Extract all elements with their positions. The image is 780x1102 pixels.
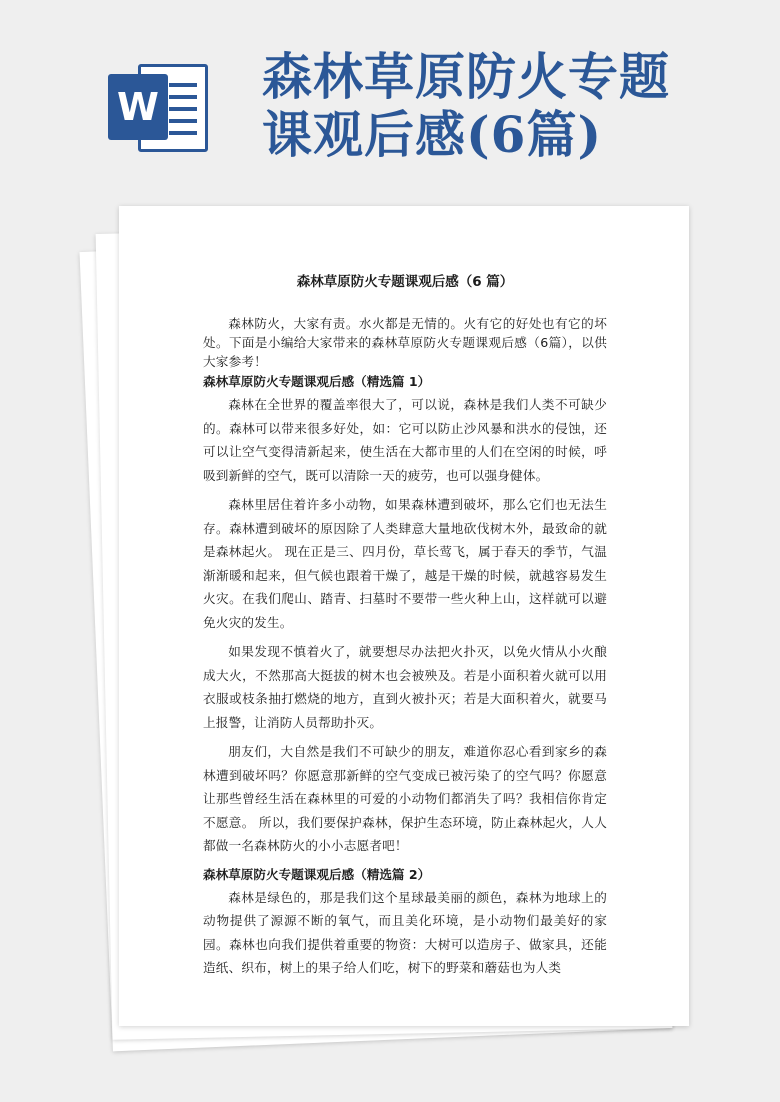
document-page	[119, 206, 689, 1026]
section1-paragraph-1: 森林在全世界的覆盖率很大了，可以说，森林是我们人类不可缺少的。森林可以带来很多好处，如：它可以防止沙风暴和洪水的侵蚀，还可以让空气变得清新起来，使生活在大都市里的人们在空闲的时候，呼吸到新鲜的空气，既可以清除一天的疲劳，也可以强身健体。	[203, 397, 607, 483]
document-title: 森林草原防火专题课观后感（6 篇）	[296, 274, 514, 290]
banner-title-line-2: 课观后感(6篇)	[262, 105, 603, 164]
section1-paragraph-2: 森林里居住着许多小动物，如果森林遭到破坏，那么它们也无法生存。森林遭到破坏的原因除了人类肆意大量地砍伐树木外，最致命的就是森林起火。 现在正是三、四月份，草长莺飞，属于春天的季节，气温渐渐暖和起来，但气候也跟着干燥了，越是干燥的时候，就越容易发生火灾。在我们爬山、踏青、扫墓时不要带一些火种上山，这样就可以避免火灾的发生。	[203, 497, 607, 630]
section1-paragraph-4: 朋友们，大自然是我们不可缺少的朋友，难道你忍心看到家乡的森林遭到破坏吗？你愿意那新鲜的空气变成已被污染了的空气吗？你愿意让那些曾经生活在森林里的可爱的小动物们都消失了吗？我相信你肯定不愿意。 所以，我们要保护森林，保护生态环境，防止森林起火，人人都做一名森林防火的小小志愿者吧！	[203, 744, 607, 853]
intro-paragraph: 森林防火，大家有责。水火都是无情的。火有它的好处也有它的坏处。下面是小编给大家带来的森林草原防火专题课观后感（6篇），以供大家参考！	[203, 316, 607, 369]
section-heading-1: 森林草原防火专题课观后感（精选篇 1）	[203, 374, 431, 389]
word-logo-icon	[108, 60, 212, 156]
banner-title	[262, 48, 670, 164]
banner-title-line-1: 森林草原防火专题	[262, 47, 670, 106]
section-heading-2: 森林草原防火专题课观后感（精选篇 2）	[203, 866, 431, 882]
section2-paragraph-1: 森林是绿色的，那是我们这个星球最美丽的颜色，森林为地球上的动物提供了源源不断的氧气，而且美化环境，是小动物们最美好的家园。森林也向我们提供着重要的物资：大树可以造房子、做家具，还能造纸、织布，树上的果子给人们吃，树下的野菜和蘑菇也为人类	[203, 889, 607, 975]
word-w-tile: W	[108, 74, 168, 140]
section1-paragraph-3: 如果发现不慎着火了，就要想尽办法把火扑灭，以免火情从小火酿成大火，不然那高大挺拔的树木也会被殃及。若是小面积着火就可以用衣服或枝条抽打燃烧的地方，直到火被扑灭；若是大面积着火，就要马上报警，让消防人员帮助扑灭。	[203, 644, 607, 730]
